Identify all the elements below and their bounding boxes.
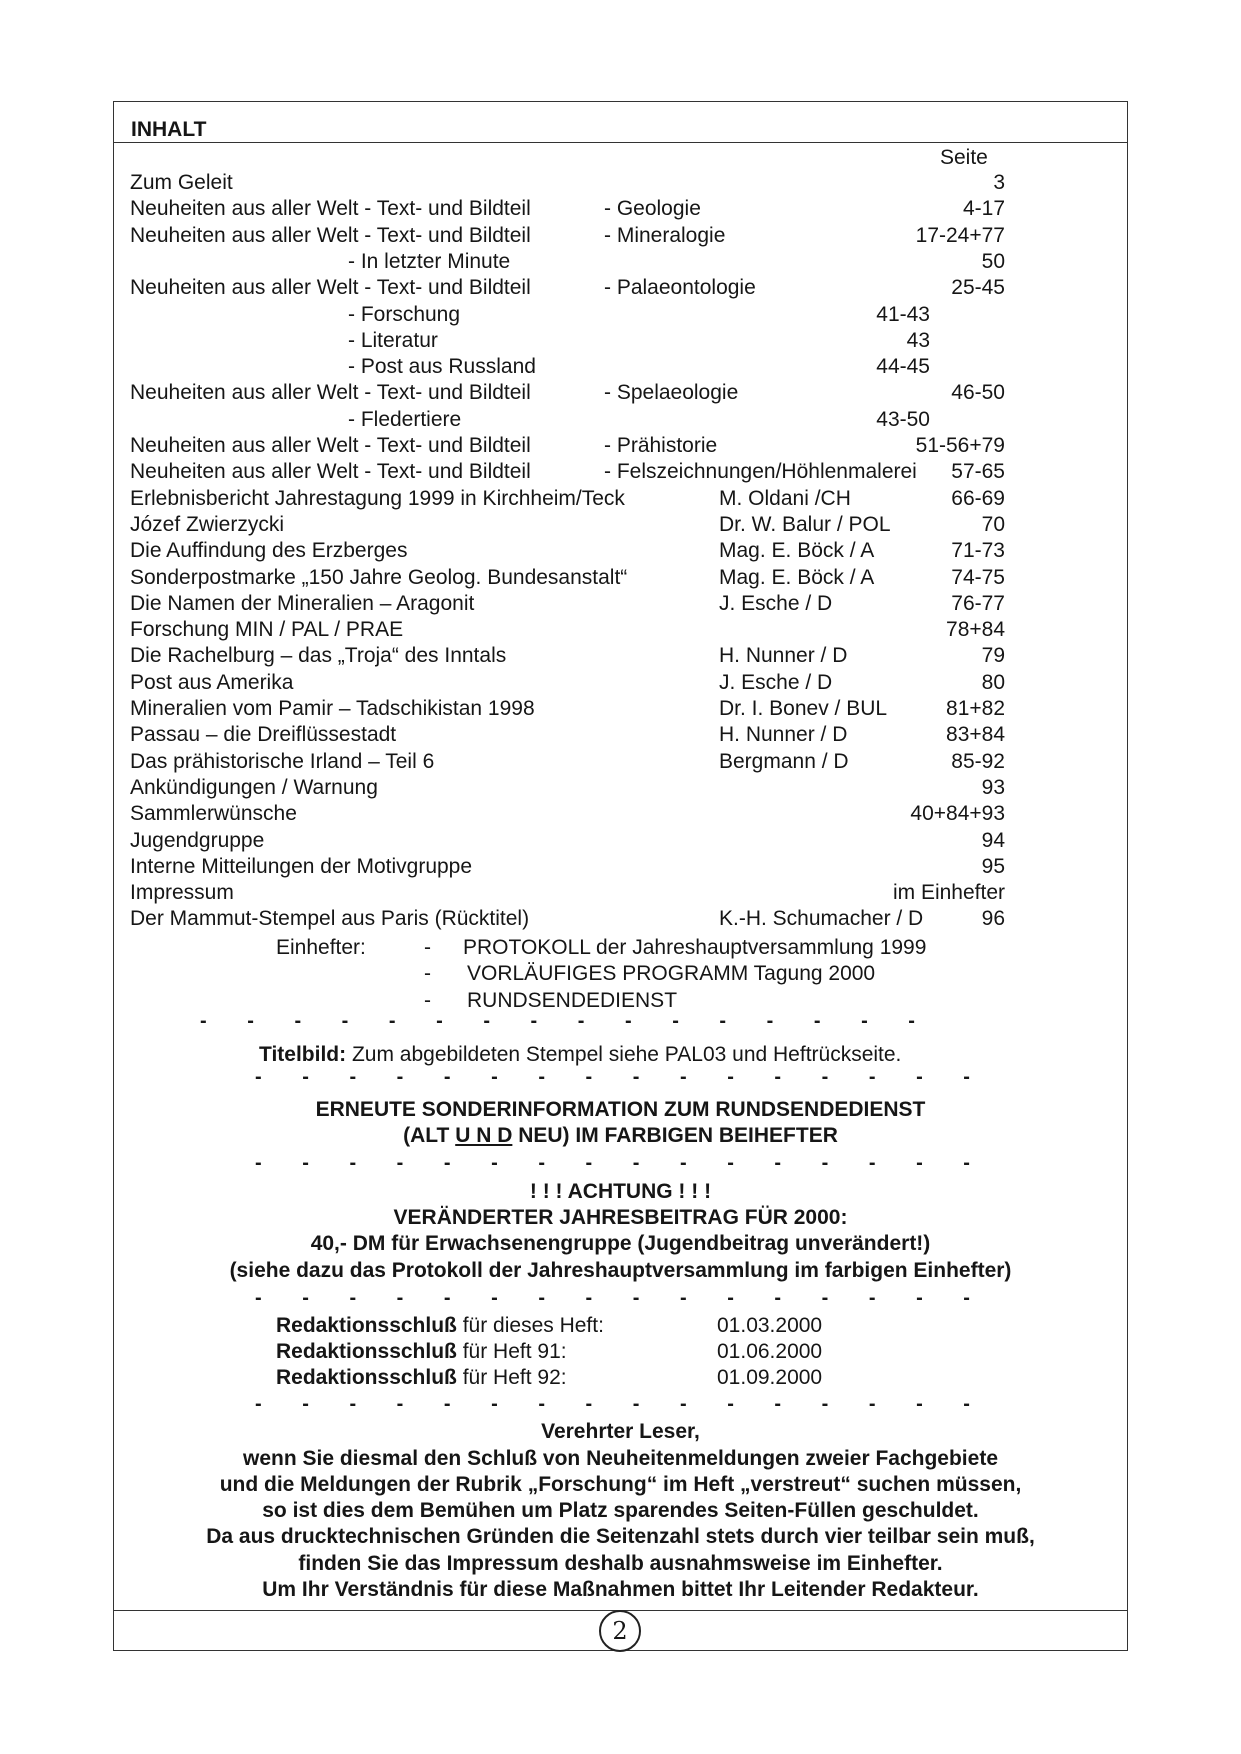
toc-page: 78+84 [946,618,1005,641]
page-title: INHALT [131,118,207,141]
dash: - [766,1010,774,1032]
dash: - [302,1393,309,1415]
sonderinfo-line-1: ERNEUTE SONDERINFORMATION ZUM RUNDSENDEDIENST [315,1098,926,1121]
toc-row [130,854,1005,880]
dash-separator [255,1287,970,1310]
toc-row [130,906,1005,932]
deadline-label: Redaktionsschluß für Heft 92: [276,1366,567,1389]
dash: - [577,1010,585,1032]
toc-row [130,223,1005,249]
toc-subtitle: - Fledertiere [348,408,462,431]
einhefter-bullet: - [424,936,431,959]
toc-row [130,433,1005,459]
einhefter-bullet: - [424,962,431,985]
toc-title: Zum Geleit [130,171,233,194]
toc-row [130,407,1005,433]
leser-greeting: Verehrter Leser, [541,1420,700,1443]
dash: - [963,1066,970,1088]
toc-topic: - Spelaeologie [604,381,739,404]
toc-row [130,749,1005,775]
toc-title: Sammlerwünsche [130,802,297,825]
toc-row [130,643,1005,669]
toc-page: 66-69 [951,487,1005,510]
dash: - [483,1010,490,1032]
toc-author: J. Esche / D [719,592,833,615]
einhefter-label: Einhefter: [276,936,366,959]
leser-line: Um Ihr Verständnis für diese Maßnahmen bittet Ihr Leitender Redakteur. [262,1578,979,1601]
dash: - [396,1152,404,1174]
dash: - [727,1287,734,1309]
dash: - [727,1393,734,1415]
toc-row [130,775,1005,801]
dash: - [538,1393,545,1415]
dash: - [868,1287,876,1309]
dash: - [538,1066,545,1088]
toc-page: 50 [981,250,1005,273]
toc-page: 83+84 [946,723,1005,746]
toc-title: Die Namen der Mineralien – Aragonit [130,592,475,615]
dash-separator [255,1393,970,1416]
titelbild-line [259,1042,901,1068]
toc-row [130,302,1005,328]
dash: - [774,1393,782,1415]
toc-page: 43 [906,329,930,352]
toc-title: Die Auffindung des Erzberges [130,539,408,562]
toc-title: Interne Mitteilungen der Motivgruppe [130,855,473,878]
toc-title: Erlebnisbericht Jahrestagung 1999 in Kirchheim/Teck [130,487,625,510]
toc-page: 40+84+93 [910,802,1005,825]
leser-line: und die Meldungen der Rubrik „Forschung“ im Heft „verstreut“ suchen müssen, [219,1473,1022,1496]
dash: - [624,1010,632,1032]
toc-title: Post aus Amerika [130,671,294,694]
toc-subtitle: - Post aus Russland [348,355,536,378]
toc-page: 96 [981,907,1005,930]
achtung-line: VERÄNDERTER JAHRESBEITRAG FÜR 2000: [393,1206,848,1229]
dash: - [294,1010,302,1032]
dash-separator [255,1066,970,1089]
toc-topic: - Palaeontologie [604,276,756,299]
toc-subtitle: - Forschung [348,303,461,326]
einhefter-item: RUNDSENDEDIENST [467,989,678,1012]
dash: - [821,1066,829,1088]
titelbild-label: Titelbild: [259,1043,347,1066]
toc-author: J. Esche / D [719,671,833,694]
toc-title: Neuheiten aus aller Welt - Text- und Bildteil [130,381,531,404]
toc-row [130,380,1005,406]
toc-page: 93 [981,776,1005,799]
einhefter-bullet: - [424,989,431,1012]
dash: - [632,1393,640,1415]
toc-page: 71-73 [951,539,1005,562]
dash: - [349,1287,357,1309]
toc-title: Impressum [130,881,234,904]
toc-subtitle: - Literatur [348,329,438,352]
dash: - [443,1066,451,1088]
dash: - [396,1287,404,1309]
toc-row [130,486,1005,512]
toc-row [130,670,1005,696]
dash: - [255,1066,262,1088]
toc-page: 76-77 [951,592,1005,615]
toc-author: K.-H. Schumacher / D [719,907,924,930]
toc-row [130,565,1005,591]
dash: - [491,1066,498,1088]
toc-author: M. Oldani /CH [719,487,851,510]
toc-title: Der Mammut-Stempel aus Paris (Rücktitel) [130,907,530,930]
toc-author: Dr. I. Bonev / BUL [719,697,888,720]
toc-title: Forschung MIN / PAL / PRAE [130,618,404,641]
dash: - [396,1066,404,1088]
dash: - [302,1152,309,1174]
dash: - [200,1010,207,1032]
dash: - [679,1152,687,1174]
dash: - [349,1393,357,1415]
dash: - [963,1287,970,1309]
dash: - [491,1287,498,1309]
dash: - [585,1287,593,1309]
toc-row [130,328,1005,354]
dash: - [538,1152,545,1174]
dash: - [341,1010,349,1032]
dash: - [585,1066,593,1088]
dash: - [916,1152,923,1174]
deadline-label: Redaktionsschluß für dieses Heft: [276,1314,604,1337]
dash: - [632,1287,640,1309]
toc-author: Dr. W. Balur / POL [719,513,891,536]
dash: - [908,1010,915,1032]
dash: - [443,1152,451,1174]
dash: - [255,1287,262,1309]
seite-label: Seite [940,146,988,169]
toc-page: im Einhefter [892,881,1005,904]
dash: - [916,1066,923,1088]
einhefter-item: VORLÄUFIGES PROGRAMM Tagung 2000 [467,962,876,985]
toc-page: 94 [981,829,1005,852]
dash: - [774,1066,782,1088]
achtung-line: 40,- DM für Erwachsenengruppe (Jugendbeitrag unverändert!) [310,1232,931,1255]
toc-topic: - Felszeichnungen/Höhlenmalerei [604,460,917,483]
toc-row [130,591,1005,617]
dash: - [436,1010,443,1032]
toc-author: H. Nunner / D [719,723,848,746]
toc-page: 44-45 [876,355,930,378]
dash: - [255,1152,262,1174]
leser-line: Da aus drucktechnischen Gründen die Seitenzahl stets durch vier teilbar sein muß, [206,1525,1035,1548]
dash: - [632,1066,640,1088]
toc-page: 17-24+77 [915,224,1005,247]
toc-page: 70 [981,513,1005,536]
toc-row [130,275,1005,301]
toc-page: 41-43 [876,303,930,326]
dash: - [302,1287,309,1309]
toc-title: Das prähistorische Irland – Teil 6 [130,750,435,773]
toc-title: Jugendgruppe [130,829,265,852]
leser-line: finden Sie das Impressum deshalb ausnahmsweise im Einhefter. [298,1552,943,1575]
toc-title: Neuheiten aus aller Welt - Text- und Bildteil [130,197,531,220]
dash-separator [255,1152,970,1175]
dash: - [396,1393,404,1415]
und-underlined: U N D [455,1124,513,1147]
toc-row [130,249,1005,275]
toc-title: Neuheiten aus aller Welt - Text- und Bildteil [130,460,531,483]
achtung-heading: ! ! ! ACHTUNG ! ! ! [529,1180,712,1203]
dash: - [679,1393,687,1415]
page-number: 2 [599,1610,641,1652]
deadline-label: Redaktionsschluß für Heft 91: [276,1340,567,1363]
toc-row [130,170,1005,196]
toc-page: 25-45 [951,276,1005,299]
dash: - [302,1066,309,1088]
dash: - [255,1393,262,1415]
toc-row [130,512,1005,538]
header-divider [114,142,1127,143]
achtung-line: (siehe dazu das Protokoll der Jahreshauptversammlung im farbigen Einhefter) [229,1259,1012,1282]
dash: - [247,1010,254,1032]
dash-separator [200,1010,915,1033]
toc-row [130,801,1005,827]
toc-title: Józef Zwierzycki [130,513,285,536]
toc-page: 79 [981,644,1005,667]
toc-title: Neuheiten aus aller Welt - Text- und Bildteil [130,276,531,299]
dash: - [443,1287,451,1309]
dash: - [530,1010,538,1032]
dash: - [963,1393,970,1415]
leser-line: so ist dies dem Bemühen um Platz sparendes Seiten-Füllen geschuldet. [262,1499,979,1522]
dash: - [443,1393,451,1415]
toc-topic: - Prähistorie [604,434,718,457]
dash: - [585,1393,593,1415]
toc-page: 95 [981,855,1005,878]
toc-author: Mag. E. Böck / A [719,539,875,562]
dash: - [585,1152,593,1174]
dash: - [774,1152,782,1174]
toc-title: Die Rachelburg – das „Troja“ des Inntals [130,644,507,667]
toc-page: 4-17 [962,197,1005,220]
toc-row [130,880,1005,906]
dash: - [349,1066,357,1088]
toc-page: 3 [993,171,1005,194]
dash: - [916,1393,923,1415]
dash: - [679,1287,687,1309]
toc-topic: - Geologie [604,197,701,220]
toc-author: Mag. E. Böck / A [719,566,875,589]
dash: - [868,1152,876,1174]
dash: - [963,1152,970,1174]
toc-page: 57-65 [951,460,1005,483]
dash: - [632,1152,640,1174]
toc-page: 81+82 [946,697,1005,720]
dash: - [538,1287,545,1309]
toc-row [130,196,1005,222]
dash: - [868,1393,876,1415]
dash: - [727,1152,734,1174]
titelbild-text: Zum abgebildeten Stempel siehe PAL03 und Heftrückseite. [351,1043,902,1066]
deadline-date: 01.06.2000 [717,1340,823,1363]
dash: - [821,1152,829,1174]
leser-line: wenn Sie diesmal den Schluß von Neuheitenmeldungen zweier Fachgebiete [243,1447,998,1470]
dash: - [491,1152,498,1174]
dash: - [679,1066,687,1088]
dash: - [916,1287,923,1309]
dash: - [672,1010,679,1032]
toc-topic: - Mineralogie [604,224,726,247]
toc-page: 43-50 [876,408,930,431]
toc-page: 74-75 [951,566,1005,589]
dash: - [719,1010,727,1032]
toc-page: 51-56+79 [915,434,1005,457]
toc-author: Bergmann / D [719,750,849,773]
deadline-date: 01.09.2000 [717,1366,823,1389]
toc-subtitle: - In letzter Minute [348,250,511,273]
dash: - [821,1287,829,1309]
toc-title: Passau – die Dreiflüssestadt [130,723,397,746]
dash: - [821,1393,829,1415]
sonderinfo-line-2: (ALT U N D NEU) IM FARBIGEN BEIHEFTER [403,1124,838,1147]
toc-author: H. Nunner / D [719,644,848,667]
toc-page: 80 [981,671,1005,694]
toc-page: 85-92 [951,750,1005,773]
dash: - [861,1010,868,1032]
toc-page: 46-50 [951,381,1005,404]
toc-row [130,722,1005,748]
dash: - [868,1066,876,1088]
dash: - [349,1152,357,1174]
toc-title: Neuheiten aus aller Welt - Text- und Bildteil [130,224,531,247]
toc-row [130,617,1005,643]
toc-row [130,828,1005,854]
toc-title: Mineralien vom Pamir – Tadschikistan 1998 [130,697,535,720]
toc-title: Neuheiten aus aller Welt - Text- und Bildteil [130,434,531,457]
toc-title: Ankündigungen / Warnung [130,776,378,799]
dash: - [774,1287,782,1309]
toc-row [130,354,1005,380]
deadline-date: 01.03.2000 [717,1314,823,1337]
toc-title: Sonderpostmarke „150 Jahre Geolog. Bundesanstalt“ [130,566,628,589]
dash: - [813,1010,821,1032]
toc-row [130,459,1005,485]
dash: - [491,1393,498,1415]
einhefter-item: PROTOKOLL der Jahreshauptversammlung 1999 [463,936,927,959]
dash: - [388,1010,396,1032]
toc-row [130,538,1005,564]
toc-row [130,696,1005,722]
dash: - [727,1066,734,1088]
